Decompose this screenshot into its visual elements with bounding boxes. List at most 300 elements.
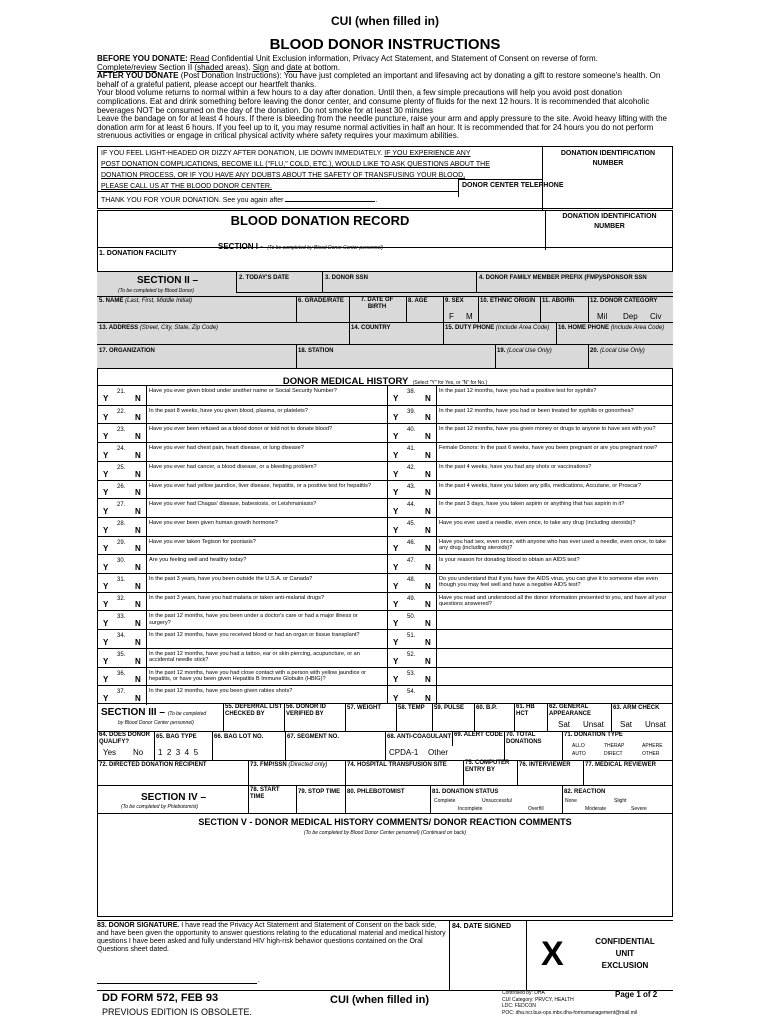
before-lead: BEFORE YOU DONATE: [97, 54, 188, 63]
yes-option[interactable]: Y [393, 525, 399, 535]
record-did-number-label: NUMBER [594, 223, 625, 230]
yes-option[interactable]: Y [103, 525, 109, 535]
question-text: In the past 12 months, have you had a positive test for syphilis? [439, 388, 597, 394]
question-text: In the past 12 months, have you had or been treated for syphilis or gonorrhea? [439, 407, 634, 414]
medical-question-row [97, 610, 387, 629]
no-option[interactable]: N [425, 693, 431, 703]
reaction-field: 82. REACTION [564, 789, 606, 795]
donor-center-phone-label: DONOR CENTER TELEPHONE [462, 182, 564, 189]
sex-m-option[interactable]: M [466, 312, 473, 321]
question-text: In the past 4 weeks, have you had any shots or vaccinations? [439, 463, 592, 470]
medical-history-right [387, 386, 673, 704]
medical-question-row [97, 442, 387, 461]
section3-note2: by Blood Donor Center personnel) [118, 720, 194, 726]
question-text: Have you read and understood all the donor information presented to you, and have all your questions answered? [439, 594, 667, 607]
section2-title: SECTION II – [137, 275, 199, 286]
medical-question-row [97, 629, 387, 648]
no-option[interactable]: N [425, 563, 431, 573]
contact-line3: DONATION PROCESS, OR IF YOU HAVE ANY DOUBTS ABOUT THE SAFETY OF TRANSFUSING YOUR BLOOD, [101, 172, 466, 179]
question-number: 50. [407, 614, 416, 621]
question-number: 22. [117, 408, 126, 415]
yes-option[interactable]: Y [393, 393, 399, 403]
medical-reviewer-field[interactable]: 77. MEDICAL REVIEWER [585, 762, 656, 768]
local-use-20-note: (Local Use Only) [600, 348, 645, 354]
yes-option[interactable]: Y [103, 600, 109, 610]
medical-question-row [387, 480, 673, 499]
question-text: Have you ever been given human growth hormone? [149, 519, 278, 526]
no-option[interactable]: N [425, 432, 431, 442]
donor-signature-field[interactable] [97, 922, 449, 954]
medical-question-row [97, 648, 387, 667]
section3-title: SECTION III – (To be completed [101, 707, 207, 718]
section1-title: SECTION I - [218, 242, 263, 251]
question-number: 40. [407, 427, 416, 434]
cui-bottom: CUI (when filled in) [330, 994, 429, 1006]
address-label: 13. ADDRESS [99, 325, 139, 331]
medical-question-row [387, 648, 673, 667]
medical-history-note: (Select "Y" for Yes, or "N" for No.) [412, 380, 488, 386]
anticoagulant-field: 68. ANTI-COAGULANT [387, 734, 452, 740]
medical-question-row [97, 573, 387, 592]
donor-category-field: 12. DONOR CATEGORY [590, 298, 658, 304]
yes-option[interactable]: Y [393, 656, 399, 666]
sex-f-option[interactable]: F [449, 312, 454, 321]
question-number: 23. [117, 427, 126, 434]
medical-question-row [387, 442, 673, 461]
question-number: 51. [407, 633, 416, 640]
no-option[interactable]: N [135, 693, 141, 703]
question-number: 30. [117, 558, 126, 565]
medical-question-row [387, 423, 673, 442]
question-text: Have you ever taken Tegison for psoriasis? [149, 538, 256, 545]
appearance-sat-option[interactable]: Sat [558, 720, 571, 729]
donor-ssn-field[interactable]: 3. DONOR SSN [325, 275, 369, 281]
type-other-option[interactable]: OTHER [642, 751, 660, 757]
fmp-ssn-directed-label: 73. FMP/SSN [250, 762, 287, 768]
start-time-field[interactable]: 78. START TIME [250, 787, 280, 800]
directed-recipient-field[interactable]: 72. DIRECTED DONATION RECIPIENT [99, 762, 207, 768]
question-number: 46. [407, 539, 416, 546]
question-number: 35. [117, 651, 126, 658]
question-number: 53. [407, 670, 416, 677]
record-title: BLOOD DONATION RECORD [230, 213, 410, 228]
no-option[interactable]: N [425, 469, 431, 479]
no-option[interactable]: N [425, 393, 431, 403]
medical-question-row [97, 480, 387, 499]
name-label: 5. NAME [99, 298, 124, 304]
question-number: 48. [407, 577, 416, 584]
question-number: 27. [117, 502, 126, 509]
question-text: Do you understand that if you have the AIDS virus, you can give it to someone else even though you may feel well and have a negative AIDS test? [439, 576, 658, 589]
yes-option[interactable]: Y [103, 469, 109, 479]
donation-facility-field[interactable]: 1. DONATION FACILITY [99, 250, 177, 257]
anticoagulant-other-option[interactable]: Other [428, 748, 449, 757]
question-text: In the past 3 years, have you been outside the U.S.A. or Canada? [149, 576, 313, 583]
medical-question-row [97, 498, 387, 517]
no-option[interactable]: N [425, 637, 431, 647]
medical-question-row [387, 517, 673, 536]
yes-option[interactable]: Y [103, 656, 109, 666]
yes-option[interactable]: Y [393, 581, 399, 591]
before-text: Confidential Unit Exclusion information, Privacy Act Statement, and Statement of Consent on reverse of form. [211, 54, 598, 63]
no-option[interactable]: N [135, 637, 141, 647]
no-option[interactable]: N [135, 619, 141, 629]
question-number: 43. [407, 483, 416, 490]
local-use-20-label: 20. [590, 348, 599, 354]
medical-question-row [97, 554, 387, 573]
question-number: 39. [407, 408, 416, 415]
appearance-unsat-option[interactable]: Unsat [583, 720, 604, 729]
question-number: 45. [407, 520, 416, 527]
no-option[interactable]: N [425, 525, 431, 535]
reaction-none-option[interactable]: None [565, 798, 577, 804]
section2-block [97, 272, 673, 368]
question-text: Have you ever had yellow jaundice, liver disease, hepatitis, or a positive test for hepatitis? [149, 482, 372, 489]
home-phone-field[interactable] [558, 325, 664, 332]
home-phone-label: 16. HOME PHONE [558, 325, 610, 331]
no-option[interactable]: N [425, 413, 431, 423]
status-incomplete-option[interactable]: Incomplete [458, 806, 483, 812]
weight-field[interactable]: 57. WEIGHT [347, 705, 382, 711]
question-number: 44. [407, 502, 416, 509]
instructions-para: Your blood volume returns to normal within a few hours to a day after donation. Until then, a few simple precautions will help you avoid post donation complications. Eat and drink something before leaving the donor center, and consume plenty of fluids for the next 12 hours. It is recommended that alcoholic beverages NOT be consumed on the day of the donation. Do not smoke for at least 30 minutes [97, 88, 650, 115]
question-text: Have you ever been refused as a blood donor or told not to donate blood? [149, 426, 333, 433]
question-number: 38. [407, 389, 416, 395]
duty-phone-field[interactable] [445, 325, 549, 332]
name-note: (Last, First, Middle Initial) [125, 298, 193, 304]
question-number: 25. [117, 464, 126, 471]
status-overfill-option[interactable]: Overfill [528, 806, 544, 812]
type-allo-option[interactable]: ALLO [572, 743, 585, 749]
instructions [97, 55, 673, 141]
home-phone-note: (Include Area Code) [610, 325, 665, 331]
medical-question-row [387, 610, 673, 629]
cui-category: CUI Category: PRVCY, HEALTH [502, 996, 574, 1003]
arm-unsat-option[interactable]: Unsat [645, 720, 666, 729]
record-did-label: DONATION IDENTIFICATION [562, 213, 657, 220]
before-and: and [270, 62, 285, 72]
question-number: 47. [407, 558, 416, 565]
section5-note: (To be completed by Blood Donor Center personnel) (Continued on back) [303, 830, 467, 836]
no-option[interactable]: N [425, 619, 431, 629]
yes-option[interactable]: Y [393, 506, 399, 516]
contact-line2: POST DONATION COMPLICATIONS, BECOME ILL ("FLU," COLD, ETC.), WOULD LIKE TO ASK QUESTIONS ABOUT THE [101, 161, 490, 168]
question-text: Have you ever had chest pain, heart disease, or lung disease? [149, 445, 304, 452]
yes-option[interactable]: Y [393, 637, 399, 647]
yes-option[interactable]: Y [393, 619, 399, 629]
yes-option[interactable]: Y [393, 450, 399, 460]
before-shaded: shaded [197, 62, 224, 72]
bag-lot-field[interactable]: 66. BAG LOT NO. [214, 734, 264, 740]
yes-option[interactable]: Y [393, 469, 399, 479]
yes-option[interactable]: Y [103, 693, 109, 703]
grade-rate-field[interactable]: 6. GRADE/RATE [298, 298, 344, 304]
yes-option[interactable]: Y [393, 693, 399, 703]
no-option[interactable]: N [425, 506, 431, 516]
medical-question-row [97, 667, 387, 686]
segment-field[interactable]: 67. SEGMENT NO. [287, 734, 340, 740]
medical-question-row [97, 592, 387, 611]
question-number: 31. [117, 577, 126, 584]
bp-field[interactable]: 60. B.P. [476, 705, 497, 711]
arm-check-field: 63. ARM CHECK [613, 705, 660, 711]
medical-question-row [387, 685, 673, 704]
yes-option[interactable]: Y [103, 393, 109, 403]
question-text: In the past 12 months, have you been under a doctor's care or had a major illness or surgery? [149, 613, 358, 626]
station-field[interactable]: 18. STATION [298, 348, 334, 354]
yes-option[interactable]: Y [393, 600, 399, 610]
question-text: Have you ever had cancer, a blood disease, or a bleeding problem? [149, 463, 317, 470]
medical-question-row [387, 554, 673, 573]
question-text: Are you feeling well and healthy today? [149, 557, 247, 564]
medical-question-row [97, 536, 387, 555]
question-number: 26. [117, 483, 126, 490]
phlebotomist-field[interactable]: 80. PHLEBOTOMIST [347, 789, 405, 795]
obsolete-note: PREVIOUS EDITION IS OBSOLETE. [102, 1007, 253, 1017]
question-number: 33. [117, 614, 126, 621]
instructions-para2: Leave the bandage on for at least 4 hours. If there is bleeding from the needle puncture, raise your arm and apply pressure to the site. Avoid heavy lifting with the donation arm for at least 6 hours. If you feel up to it, you may resume normal activities in half an hour. It is recommended that for 24 hours you do not perform strenuous activities or engage in critical physical activity where safety requires your maximum abilities. [97, 114, 667, 141]
yes-option[interactable]: Y [393, 544, 399, 554]
signature-end: . [258, 977, 260, 984]
yes-option[interactable]: Y [103, 413, 109, 423]
cui-top: CUI (when filled in) [331, 14, 439, 28]
before-sign: Sign [252, 62, 269, 72]
country-field[interactable]: 14. COUNTRY [351, 325, 391, 331]
yes-option[interactable]: Y [103, 450, 109, 460]
signature-text: I have read the Privacy Act Statement and Statement of Consent on the back side, and have been given the opportunity to answer questions relating to the educational material and medical history questions I have been asked and fully understand HIV high-risk behavior questions contained on the Oral Questions sheet dated. [97, 922, 446, 953]
yes-option[interactable]: Y [103, 563, 109, 573]
no-option[interactable]: N [135, 413, 141, 423]
duty-phone-label: 15. DUTY PHONE [445, 325, 495, 331]
hb-hct-field[interactable]: 61. HB HCT [516, 704, 535, 717]
type-auto-option[interactable]: AUTO [572, 751, 586, 757]
question-text: In the past 12 months, have you been given rabies shots? [149, 688, 293, 695]
no-option[interactable]: N [425, 656, 431, 666]
yes-option[interactable]: Y [393, 488, 399, 498]
date-signed-field[interactable]: 84. DATE SIGNED [452, 923, 511, 930]
no-option[interactable]: N [135, 393, 141, 403]
medical-question-row [387, 536, 673, 555]
medical-question-row [387, 405, 673, 424]
type-therap-option[interactable]: THERAP [604, 743, 625, 749]
arm-sat-option[interactable]: Sat [620, 720, 633, 729]
todays-date-field[interactable]: 2. TODAY'S DATE [239, 275, 289, 281]
no-option[interactable]: N [135, 506, 141, 516]
question-text: In the past 12 months, have you given money or drugs to anyone to have sex with you? [439, 426, 656, 433]
medical-question-row [97, 517, 387, 536]
page-title: BLOOD DONOR INSTRUCTIONS [269, 36, 501, 53]
cue-x-mark: X [541, 935, 564, 973]
yes-option[interactable]: Y [103, 619, 109, 629]
fmp-sponsor-ssn-field[interactable]: 4. DONOR FAMILY MEMBER PREFIX (FMP)/SPONSOR SSN [479, 275, 647, 281]
donor-id-verified-field[interactable]: 56. DONOR ID VERIFIED BY [286, 704, 327, 717]
section4-title: SECTION IV – [141, 792, 207, 803]
question-number: 52. [407, 651, 416, 658]
comments-area[interactable] [98, 840, 672, 920]
no-option[interactable]: N [425, 675, 431, 685]
page-number: Page 1 of 2 [615, 990, 658, 999]
question-number: 24. [117, 446, 126, 453]
question-number: 36. [117, 670, 126, 677]
fmp-ssn-directed-field[interactable] [250, 762, 327, 769]
status-complete-option[interactable]: Complete [434, 798, 456, 804]
controlled-by: Controlled by: DHA [502, 990, 545, 996]
question-number: 28. [117, 520, 126, 527]
section5-title: SECTION V - DONOR MEDICAL HISTORY COMMENTS/ DONOR REACTION COMMENTS [198, 817, 572, 827]
no-option[interactable]: N [135, 488, 141, 498]
question-number: 21. [117, 389, 126, 395]
category-dep-option[interactable]: Dep [623, 312, 638, 321]
question-text: In the past 12 months, have you had a tattoo, ear or skin piercing, acupuncture, or an accidental needle stick? [149, 650, 360, 664]
question-number: 29. [117, 539, 126, 546]
no-option[interactable]: N [135, 525, 141, 535]
donation-id-number-label: NUMBER [592, 160, 624, 167]
pulse-field[interactable]: 59. PULSE [434, 705, 465, 711]
no-option[interactable]: N [135, 581, 141, 591]
yes-option[interactable]: Y [103, 432, 109, 442]
medical-question-row [387, 629, 673, 648]
type-aphere-option[interactable]: APHERE [642, 743, 663, 749]
question-number: 54. [407, 689, 416, 696]
date-of-birth-field[interactable]: 7. DATE OF BIRTH [360, 297, 394, 310]
local-use-20-field[interactable] [590, 348, 645, 355]
thanks-text: THANK YOU FOR YOUR DONATION. See you again after [101, 197, 284, 204]
no-option[interactable]: N [425, 488, 431, 498]
organization-field[interactable]: 17. ORGANIZATION [99, 348, 155, 354]
question-text: Have you ever used a needle, even once, to take any drug (including steroids)? [439, 519, 636, 526]
question-text: Is your reason for donating blood to obtain an AIDS test? [439, 557, 580, 564]
question-number: 32. [117, 595, 126, 602]
medical-question-row [97, 386, 387, 405]
yes-option[interactable]: Y [103, 637, 109, 647]
no-option[interactable]: N [425, 600, 431, 610]
cue-unit: UNIT [615, 949, 635, 958]
interviewer-field[interactable]: 76. INTERVIEWER [519, 762, 571, 768]
question-text: In the past 8 weeks, have you given blood, plasma, or platelets? [149, 407, 308, 414]
address-field[interactable] [99, 325, 218, 332]
total-donations-field[interactable]: 70. TOTAL DONATIONS [506, 732, 542, 745]
bag-type-options[interactable]: 1 2 3 4 5 [158, 748, 199, 757]
question-text: In the past 12 months, have you received blood or had an organ or tissue transplant? [149, 632, 360, 639]
computer-entry-field[interactable]: 75. COMPUTER ENTRY BY [465, 760, 510, 773]
category-civ-option[interactable]: Civ [650, 312, 662, 321]
yes-option[interactable]: Y [393, 432, 399, 442]
yes-option[interactable]: Y [103, 675, 109, 685]
question-number: 37. [117, 689, 126, 696]
medical-question-row [387, 461, 673, 480]
yes-option[interactable]: Y [103, 506, 109, 516]
donation-type-field: 71. DONATION TYPE [564, 732, 623, 738]
no-option[interactable]: N [425, 581, 431, 591]
before-read: Read [190, 54, 210, 63]
deferral-list-field[interactable]: 55. DEFERRAL LIST CHECKED BY [225, 704, 283, 717]
cue-confidential: CONFIDENTIAL [595, 937, 655, 946]
temp-field[interactable]: 58. TEMP [398, 705, 425, 711]
name-field[interactable] [99, 298, 192, 305]
duty-phone-note: (Include Area Code) [495, 325, 550, 331]
contact-line1: IF YOU FEEL LIGHT-HEADED OR DIZZY AFTER DONATION, LIE DOWN IMMEDIATELY. [101, 150, 383, 157]
question-number: 34. [117, 633, 126, 640]
after-lead: AFTER YOU DONATE [97, 71, 179, 81]
qualify-yes-option[interactable]: Yes [103, 748, 117, 757]
donation-status-field: 81. DONATION STATUS [432, 789, 499, 795]
before-date: date [286, 62, 303, 72]
type-direct-option[interactable]: DIRECT [604, 751, 623, 757]
no-option[interactable]: N [135, 469, 141, 479]
no-option[interactable]: N [425, 450, 431, 460]
medical-history-left [97, 386, 387, 704]
yes-option[interactable]: Y [393, 413, 399, 423]
reaction-severe-option[interactable]: Severe [631, 806, 647, 812]
general-appearance-field: 62. GENERAL APPEARANCE [549, 704, 592, 717]
no-option[interactable]: N [135, 675, 141, 685]
alert-code-field[interactable]: 69. ALERT CODE [454, 732, 503, 738]
medical-question-row [387, 667, 673, 686]
yes-option[interactable]: Y [103, 544, 109, 554]
poc: POC: dha.ncr.bus-ops.mbx.dha-formsmanagement@mail.mil [502, 1009, 638, 1016]
thanks-end: . [375, 197, 378, 204]
yes-option[interactable]: Y [103, 581, 109, 591]
medical-question-row [97, 685, 387, 704]
status-unsuccessful-option[interactable]: Unsuccessful [482, 798, 512, 804]
fmp-ssn-directed-note: (Directed only) [288, 762, 328, 768]
section3-note1: (To be completed [167, 711, 207, 717]
local-use-19-label: 19. [497, 348, 506, 354]
reaction-moderate-option[interactable]: Moderate [585, 806, 607, 812]
medical-question-row [97, 423, 387, 442]
local-use-19-note: (Local Use Only) [507, 348, 552, 354]
contact-box [97, 146, 673, 209]
question-text: In the past 3 days, have you taken aspirin or anything that has aspirin in it? [439, 501, 625, 508]
after-text: (Post Donation Instructions): You have just completed an important and lifesaving act by donating a gift to restore someone's health. On behalf of a grateful patient, please accept our heartfelt thanks. [97, 71, 661, 89]
stop-time-field[interactable]: 79. STOP TIME [298, 789, 341, 795]
no-option[interactable]: N [135, 544, 141, 554]
local-use-19-field[interactable] [497, 348, 552, 355]
no-option[interactable]: N [135, 432, 141, 442]
no-option[interactable]: N [425, 544, 431, 554]
qualify-field: 64. DOES DONOR QUALIFY? [99, 732, 151, 745]
yes-option[interactable]: Y [103, 488, 109, 498]
medical-question-row [387, 386, 673, 405]
qualify-no-option[interactable]: No [133, 748, 144, 757]
before-complete: Complete/review [97, 62, 157, 72]
question-text: Have you had sex, even once, with anyone who has ever used a needle, even once, to take any drug (including steroids)? [439, 538, 667, 551]
abo-rh-field[interactable]: 11. ABO/Rh [542, 298, 575, 304]
question-text: In the past 3 years, have you had malaria or taken anti-malarial drugs? [149, 594, 325, 601]
medical-question-row [387, 592, 673, 611]
donation-id-label: DONATION IDENTIFICATION [560, 150, 656, 157]
category-mil-option[interactable]: Mil [597, 312, 608, 321]
no-option[interactable]: N [135, 656, 141, 666]
signature-lead: 83. DONOR SIGNATURE. [97, 922, 180, 929]
section2-note: (To be completed by Blood Donor) [118, 288, 194, 294]
no-option[interactable]: N [135, 563, 141, 573]
cpda-option[interactable]: CPDA-1 [389, 748, 419, 757]
yes-option[interactable]: Y [393, 675, 399, 685]
reaction-slight-option[interactable]: Slight [614, 798, 627, 804]
yes-option[interactable]: Y [393, 563, 399, 573]
contact-line4: PLEASE CALL US AT THE BLOOD DONOR CENTER. [101, 183, 272, 190]
medical-question-row [97, 405, 387, 424]
no-option[interactable]: N [135, 600, 141, 610]
question-text: Have you ever given blood under another name or Social Security Number? [149, 388, 337, 394]
no-option[interactable]: N [135, 450, 141, 460]
hospital-site-field[interactable]: 74. HOSPITAL TRANSFUSION SITE [347, 762, 447, 768]
question-number: 49. [407, 595, 416, 602]
age-field[interactable]: 8. AGE [408, 298, 428, 304]
ethnic-origin-field[interactable]: 10. ETHNIC ORIGIN [480, 298, 536, 304]
question-text: Female Donors: In the past 6 weeks, have you been pregnant or are you pregnant now? [439, 445, 658, 452]
